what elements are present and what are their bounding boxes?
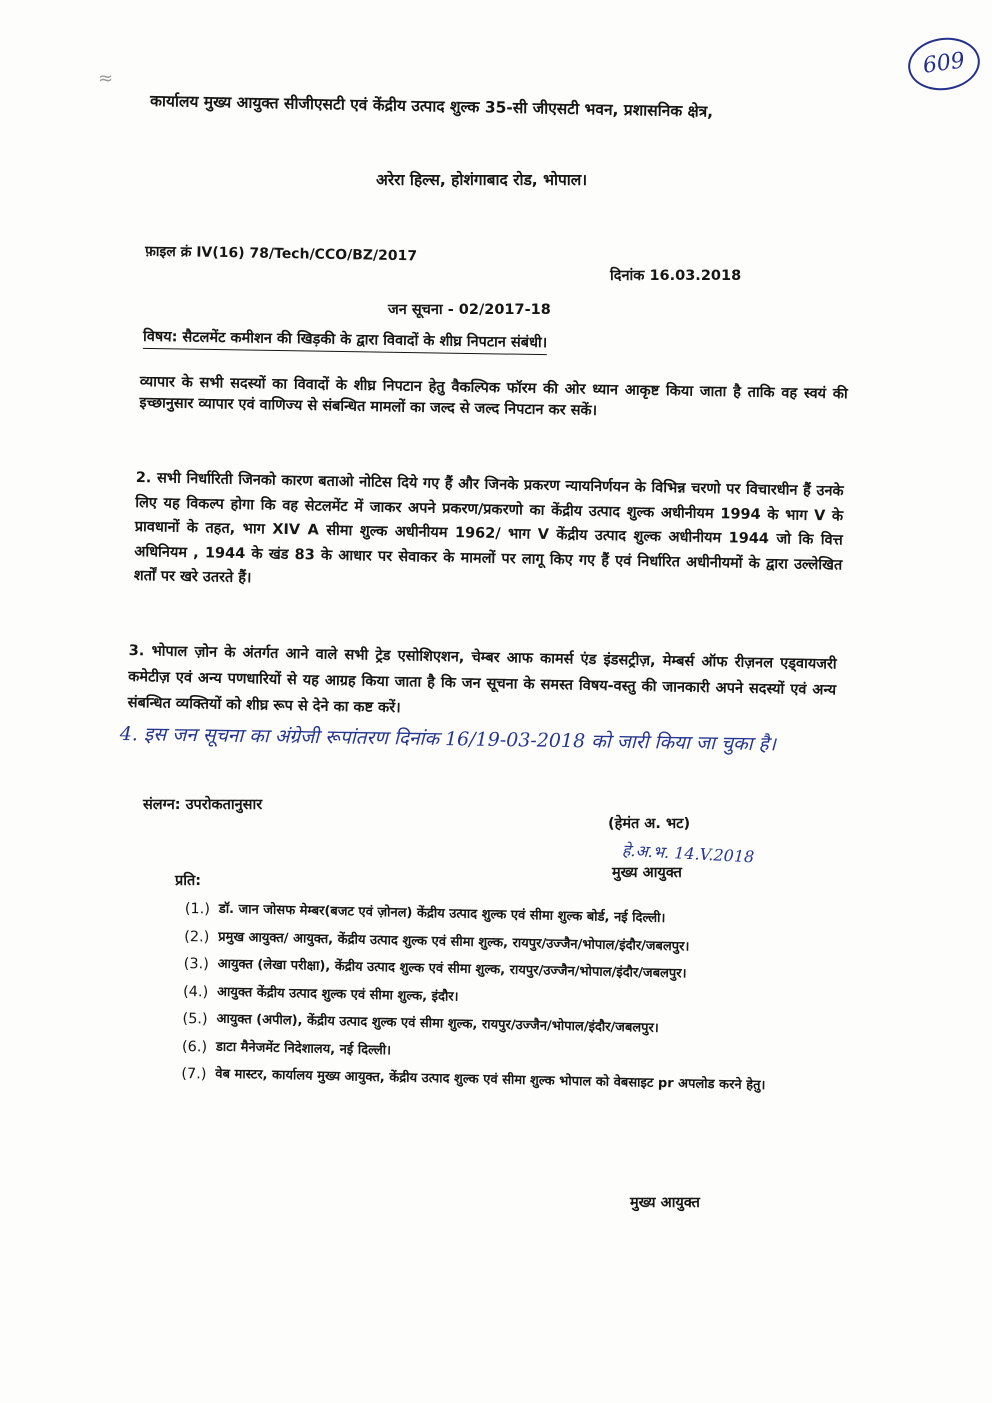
paragraph-1: व्यापार के सभी सदस्यों का विवादों के शीघ्र निपटान हेतु वैकल्पिक फॉरम की ओर ध्यान आकृष्ट किया जाता है ताकि वह स्वयं की इच्छानुसार व्यापार एवं वाणिज्य से संबन्धित मामलों का जल्द से जल्द निपटान कर सकें।	[139, 373, 848, 419]
subject-line: विषय: सैटलमेंट कमीशन की खिड़की के द्वारा विवादों के शीघ्र निपटान संबंधी।	[143, 326, 548, 355]
item-text: आयुक्त (लेखा परीक्षा), केंद्रीय उत्पाद शुल्क एवं सीमा शुल्क, रायपुर/उज्जैन/भोपाल/इंदौर/जबलपुर।	[217, 956, 687, 982]
corner-mark: ≈	[98, 68, 114, 89]
notice-number: जन सूचना - 02/2017-18	[388, 302, 551, 318]
item-number: (3.)	[183, 955, 209, 973]
page-number-stamp: 609	[905, 33, 984, 95]
copy-to-label: प्रति:	[175, 873, 202, 889]
item-number: (5.)	[182, 1010, 208, 1028]
office-header-line2: अरेरा हिल्स, होशंगाबाद रोड, भोपाल।	[376, 171, 588, 189]
office-header-line1: कार्यालय मुख्य आयुक्त सीजीएसटी एवं केंद्रीय उत्पाद शुल्क 35-सी जीएसटी भवन, प्रशासनिक क्षेत्र,	[149, 91, 714, 121]
distribution-list	[181, 900, 825, 1106]
item-number: (1.)	[184, 900, 211, 918]
document-date: दिनांक 16.03.2018	[610, 268, 742, 284]
paragraph-3: 3. भोपाल ज़ोन के अंतर्गत आने वाले सभी ट्रेड एसोशिएशन, चेम्बर आफ कामर्स एंड इंडसट्रीज़, मेम्बर्स ऑफ रीज़नल एड्वायजरी कमेटीज़ एवं अन्य पणधारियों से यह आग्रह किया जाता है कि जन सूचना के समस्त विषय-वस्तु की जानकारी अपने सदस्यों एवं अन्य संबन्धित व्यक्तियों को शीघ्र रूप से देने का कष्ट करें।	[127, 642, 837, 717]
signatory-name: (हेमंत अ. भट)	[608, 816, 691, 832]
item-text: डॉ. जान जोसफ मेम्बर(बजट एवं ज़ोनल) केंद्रीय उत्पाद शुल्क एवं सीमा शुल्क बोर्ड, नई दिल्ली।	[218, 901, 666, 927]
handwritten-note: 4. इस जन सूचना का अंग्रेजी रूपांतरण दिनांक 16/19-03-2018 को जारी किया जा चुका है।	[119, 722, 777, 756]
item-text: डाटा मैनेजमेंट निदेशालय, नई दिल्ली।	[215, 1039, 392, 1058]
item-text: आयुक्त (अपील), केंद्रीय उत्पाद शुल्क एवं सीमा शुल्क, रायपुर/उज्जैन/भोपाल/इंदौर/जबलपुर।	[216, 1011, 659, 1036]
signatory-title: मुख्य आयुक्त	[612, 865, 682, 881]
handwritten-signature: हे.अ.भ. 14.V.2018	[621, 840, 755, 867]
item-text: आयुक्त केंद्रीय उत्पाद शुल्क एवं सीमा शुल्क, इंदौर।	[216, 984, 459, 1005]
item-text: वेब मास्टर, कार्यालय मुख्य आयुक्त, केंद्रीय उत्पाद शुल्क एवं सीमा शुल्क भोपाल को वेबसाइट pr अपलोड करने हेतु।	[215, 1066, 766, 1094]
paragraph-2: 2. सभी निर्धारिती जिनको कारण बताओ नोटिस दिये गए हैं और जिनके प्रकरण न्यायनिर्णयन के विभिन्न चरणो पर विचारधीन हैं उनके लिए यह विकल्प होगा कि वह सेटलमेंट में जाकर अपने प्रकरण/प्रकरणो का केंद्रीय उत्पाद शुल्क अधीनीयम 1994 के भाग V के प्रावधानों के तहत, भाग XIV A सीमा शुल्क अधीनीयम 1962/ भाग V केंद्रीय उत्पाद शुल्क अधीनीयम 1944 जो कि वित्त अधिनियम , 1944 के खंड 83 के आधार पर सेवाकर के मामलों पर लागू किए गए हैं एवं निर्धारित अधीनीयमों के द्वारा उल्लेखित शर्तों पर खरे उतरते हैं।	[133, 469, 844, 587]
item-number: (7.)	[181, 1065, 207, 1083]
footer-signatory-title: मुख्य आयुक्त	[630, 1195, 700, 1211]
item-number: (4.)	[182, 983, 209, 1001]
enclosure-line: संलग्न: उपरोकतानुसार	[143, 797, 263, 813]
file-number: फ़ाइल क्रं IV(16) 78/Tech/CCO/BZ/2017	[144, 243, 418, 265]
item-number: (6.)	[181, 1038, 208, 1055]
item-text: प्रमुख आयुक्त/ आयुक्त, केंद्रीय उत्पाद शुल्क एवं सीमा शुल्क, रायपुर/उज्जैन/भोपाल/इंदौर/जबलपुर।	[218, 929, 690, 955]
item-number: (2.)	[184, 928, 210, 946]
